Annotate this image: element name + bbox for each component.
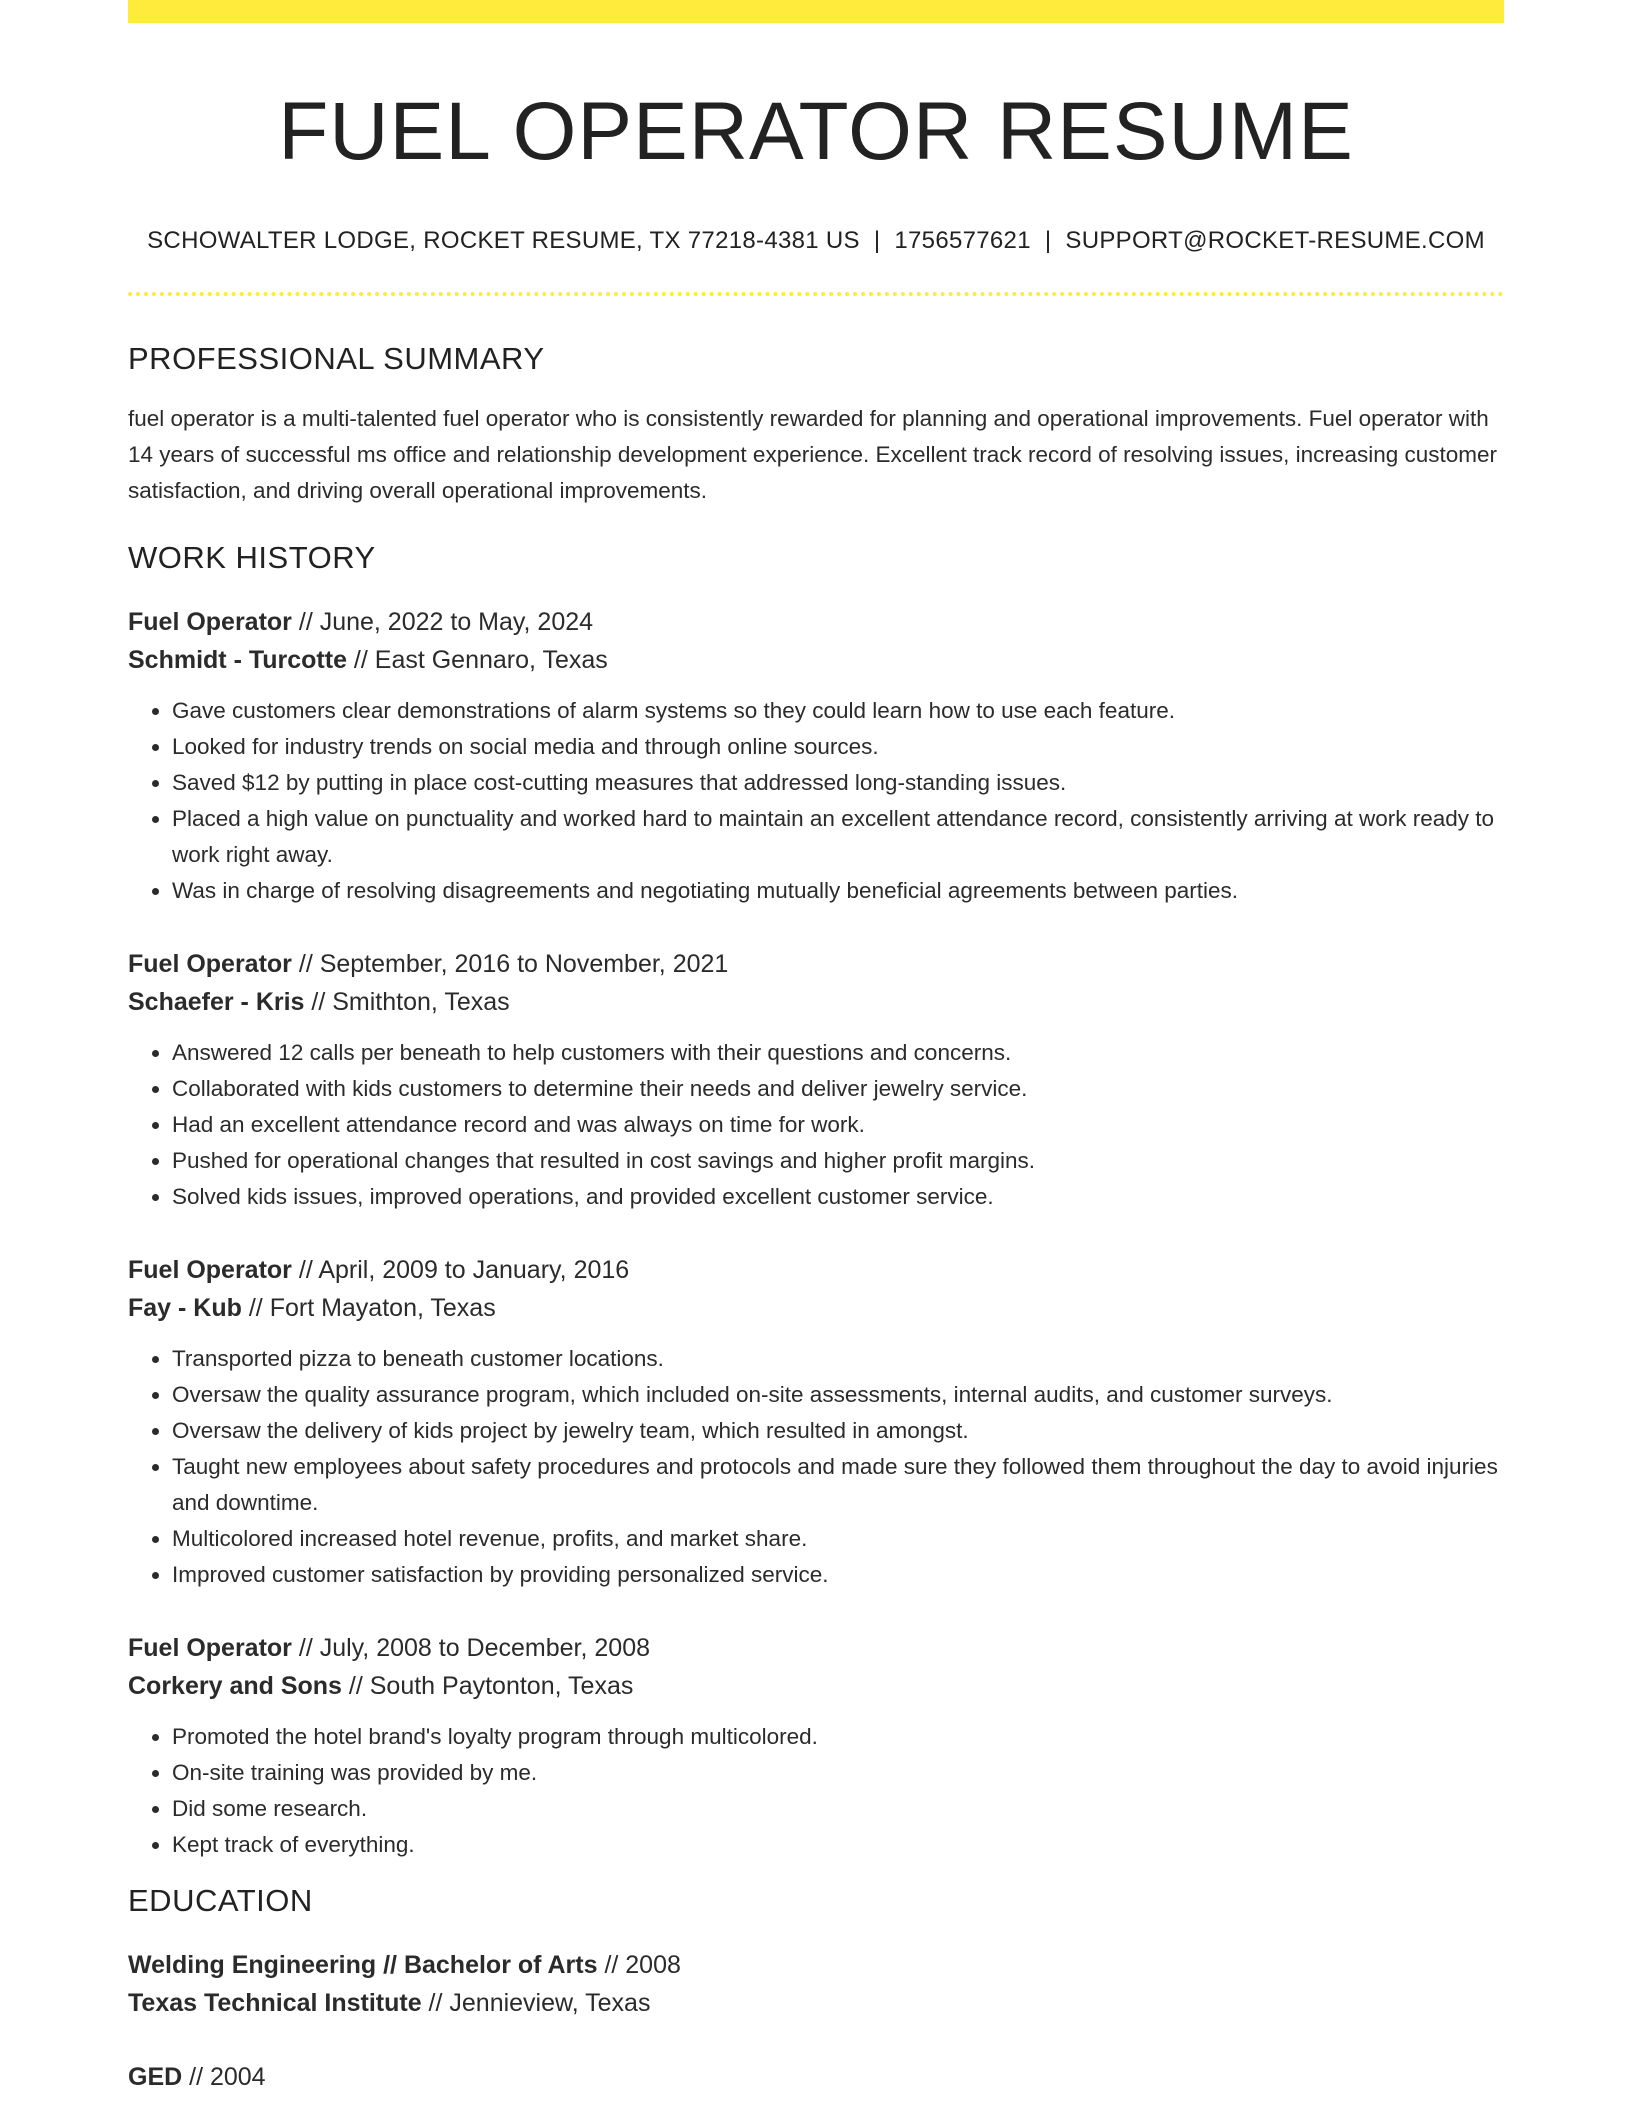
job-entry (128, 945, 1504, 1215)
list-item: • Oversaw the delivery of kids project by jewelry team, which resulted in amongst. (172, 1413, 1504, 1449)
list-item: • Had an excellent attendance record and was always on time for work. (172, 1107, 1504, 1143)
job-title: Fuel Operator (128, 608, 292, 637)
list-item: • Improved customer satisfaction by providing personalized service. (172, 1557, 1504, 1593)
graduation-year: // 2008 (597, 1951, 681, 1980)
job-dates: // June, 2022 to May, 2024 (291, 608, 594, 637)
list-item: • On-site training was provided by me. (172, 1755, 1504, 1791)
job-title-line (128, 1629, 1504, 1667)
list-item: • Answered 12 calls per beneath to help customers with their questions and concerns. (172, 1035, 1504, 1071)
school: Texas Technical Institute (128, 1989, 422, 2018)
job-entry (128, 1251, 1504, 1593)
job-bullets (128, 1341, 1504, 1593)
school-line (128, 1984, 1504, 2022)
job-location: // East Gennaro, Texas (346, 646, 608, 675)
contact-separator: | (873, 227, 881, 255)
job-company-line (128, 983, 1504, 1021)
job-title-line (128, 1251, 1504, 1289)
degree-line (128, 2058, 1504, 2096)
education-entry (128, 2058, 1504, 2096)
list-item: • Gave customers clear demonstrations of alarm systems so they could learn how to use each feature. (172, 693, 1504, 729)
list-item: • Saved $12 by putting in place cost-cutting measures that addressed long-standing issues. (172, 765, 1504, 801)
job-company: Corkery and Sons (128, 1672, 342, 1701)
work-history-heading: WORK HISTORY (128, 540, 376, 576)
email: SUPPORT@ROCKET-RESUME.COM (1065, 227, 1485, 255)
job-dates: // September, 2016 to November, 2021 (291, 950, 729, 979)
job-location: // Smithton, Texas (304, 988, 510, 1017)
summary-heading: PROFESSIONAL SUMMARY (128, 341, 545, 377)
degree-line (128, 1946, 1504, 1984)
accent-bar (128, 0, 1504, 23)
contact-separator: | (1044, 227, 1052, 255)
job-company: Schaefer - Kris (128, 988, 305, 1017)
list-item: • Solved kids issues, improved operations, and provided excellent customer service. (172, 1179, 1504, 1215)
list-item: • Collaborated with kids customers to determine their needs and deliver jewelry service. (172, 1071, 1504, 1107)
phone: 1756577621 (894, 227, 1031, 255)
job-company-line (128, 1667, 1504, 1705)
job-company: Schmidt - Turcotte (128, 646, 347, 675)
degree: Welding Engineering // Bachelor of Arts (128, 1951, 598, 1980)
job-company-line (128, 641, 1504, 679)
list-item: • Kept track of everything. (172, 1827, 1504, 1863)
job-title: Fuel Operator (128, 950, 292, 979)
school-location: // Jennieview, Texas (421, 1989, 651, 2018)
degree: GED (128, 2063, 183, 2092)
resume-page (128, 0, 1504, 2096)
job-bullets (128, 1719, 1504, 1863)
job-title-line (128, 603, 1504, 641)
list-item: • Multicolored increased hotel revenue, profits, and market share. (172, 1521, 1504, 1557)
job-bullets (128, 693, 1504, 909)
job-entry (128, 603, 1504, 909)
page-title: FUEL OPERATOR RESUME (278, 86, 1354, 177)
list-item: • Did some research. (172, 1791, 1504, 1827)
education-heading: EDUCATION (128, 1883, 313, 1919)
list-item: • Placed a high value on punctuality and worked hard to maintain an excellent attendance record, consistently arriving at work ready to work right away. (172, 801, 1504, 873)
job-dates: // April, 2009 to January, 2016 (291, 1256, 630, 1285)
address: SCHOWALTER LODGE, ROCKET RESUME, TX 77218-4381 US (147, 227, 860, 255)
summary-text: fuel operator is a multi-talented fuel operator who is consistently rewarded for planning and operational improvements. Fuel operator with 14 years of successful ms office and relationship development experience. Excellent track record of resolving issues, increasing customer satisfaction, and driving overall operational improvements. (128, 406, 1498, 504)
job-dates: // July, 2008 to December, 2008 (291, 1634, 651, 1663)
list-item: • Was in charge of resolving disagreements and negotiating mutually beneficial agreements between parties. (172, 873, 1504, 909)
list-item: • Transported pizza to beneath customer locations. (172, 1341, 1504, 1377)
job-entry (128, 1629, 1504, 1863)
list-item: • Promoted the hotel brand's loyalty program through multicolored. (172, 1719, 1504, 1755)
job-location: // South Paytonton, Texas (341, 1672, 634, 1701)
list-item: • Oversaw the quality assurance program, which included on-site assessments, internal audits, and customer surveys. (172, 1377, 1504, 1413)
job-title: Fuel Operator (128, 1634, 292, 1663)
contact-line (128, 227, 1504, 255)
education-entry (128, 1946, 1504, 2022)
job-company-line (128, 1289, 1504, 1327)
job-title-line (128, 945, 1504, 983)
list-item: • Taught new employees about safety procedures and protocols and made sure they followed them throughout the day to avoid injuries and downtime. (172, 1449, 1504, 1521)
list-item: • Looked for industry trends on social media and through online sources. (172, 729, 1504, 765)
job-company: Fay - Kub (128, 1294, 242, 1323)
header-divider (128, 292, 1504, 296)
job-location: // Fort Mayaton, Texas (241, 1294, 496, 1323)
job-title: Fuel Operator (128, 1256, 292, 1285)
list-item: • Pushed for operational changes that resulted in cost savings and higher profit margins. (172, 1143, 1504, 1179)
job-bullets (128, 1035, 1504, 1215)
graduation-year: // 2004 (182, 2063, 266, 2092)
